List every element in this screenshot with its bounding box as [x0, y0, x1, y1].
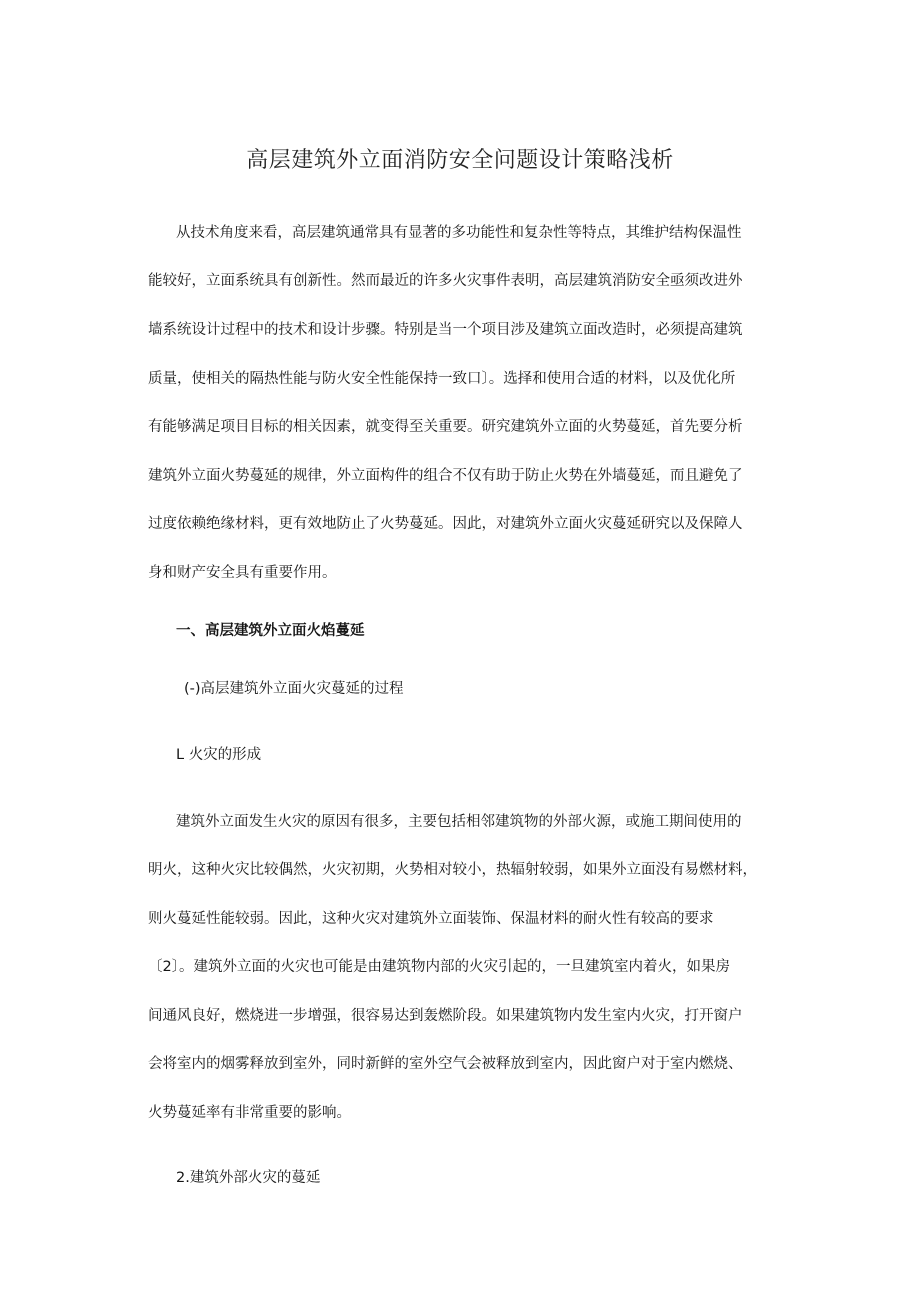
- paragraph-line: 火势蔓延率有非常重要的影响。: [148, 1105, 351, 1121]
- paragraph-line: 质量，使相关的隔热性能与防火安全性能保持一致口〕。选择和使用合适的材料，以及优化所: [148, 371, 736, 387]
- paragraph-line: 能较好，立面系统具有创新性。然而最近的许多火灾事件表明，高层建筑消防安全亟须改进外: [148, 273, 743, 289]
- paragraph-line: 〔2〕。建筑外立面的火灾也可能是由建筑物内部的火灾引起的，一旦建筑室内着火，如果房: [148, 959, 730, 975]
- paragraph-line: 间通风良好，燃烧进一步增强，很容易达到轰燃阶段。如果建筑物内发生室内火灾，打开窗户: [148, 1008, 743, 1024]
- paragraph-line: 会将室内的烟雾释放到室外，同时新鲜的室外空气会被释放到室内，因此窗户对于室内燃烧、: [148, 1056, 743, 1072]
- paragraph-line: 建筑外立面发生火灾的原因有很多，主要包括相邻建筑物的外部火源，或施工期间使用的: [176, 814, 742, 830]
- subsection-heading: (-)高层建筑外立面火灾蔓延的过程: [184, 681, 404, 697]
- paragraph-line: 过度依赖绝缘材料，更有效地防止了火势蔓延。因此，对建筑外立面火灾蔓延研究以及保障人: [148, 516, 743, 532]
- paragraph-line: 墙系统设计过程中的技术和设计步骤。特别是当一个项目涉及建筑立面改造时，必须提高建筑: [148, 322, 743, 338]
- paragraph-line: 有能够满足项目目标的相关因素，就变得至关重要。研究建筑外立面的火势蔓延，首先要分析: [148, 419, 743, 435]
- item-heading: 2.建筑外部火灾的蔓延: [176, 1170, 321, 1186]
- paragraph-line: 建筑外立面火势蔓延的规律，外立面构件的组合不仅有助于防止火势在外墙蔓延，而且避免了: [148, 468, 743, 484]
- paragraph-line: 从技术角度来看，高层建筑通常具有显著的多功能性和复杂性等特点，其维护结构保温性: [176, 225, 742, 241]
- document-title: 高层建筑外立面消防安全问题设计策略浅析: [246, 148, 674, 173]
- section-heading: 一、高层建筑外立面火焰蔓延: [176, 623, 365, 639]
- item-heading: L 火灾的形成: [176, 747, 262, 763]
- paragraph-line: 身和财产安全具有重要作用。: [148, 565, 337, 581]
- paragraph-line: 明火，这种火灾比较偶然，火灾初期，火势相对较小，热辐射较弱，如果外立面没有易燃材料，: [148, 862, 757, 878]
- paragraph-line: 则火蔓延性能较弱。因此，这种火灾对建筑外立面装饰、保温材料的耐火性有较高的要求: [148, 911, 714, 927]
